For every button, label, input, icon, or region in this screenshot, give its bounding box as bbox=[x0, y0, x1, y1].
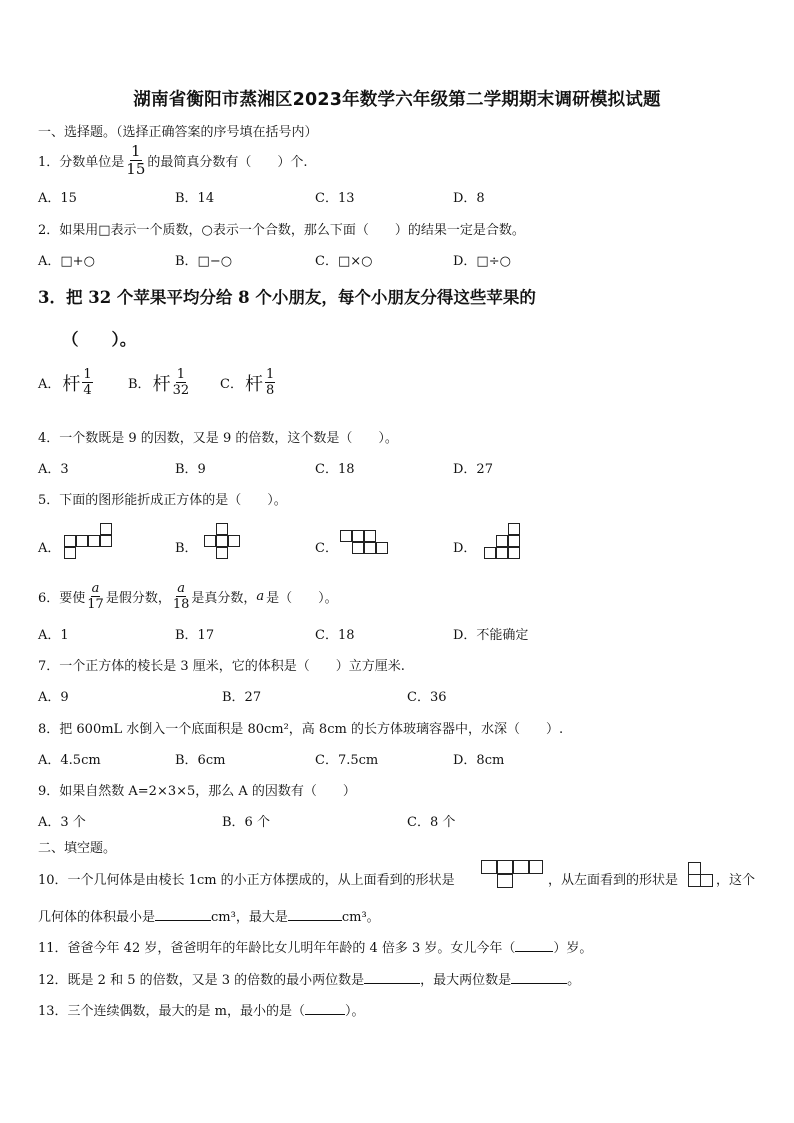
option-b: B．27 bbox=[222, 690, 262, 705]
net-square bbox=[364, 530, 376, 542]
view-square bbox=[481, 860, 497, 874]
net-square bbox=[508, 523, 520, 535]
question-3: 3．把 32 个苹果平均分给 8 个小朋友，每个小朋友分得这些苹果的 bbox=[38, 288, 536, 307]
fraction-numerator: a bbox=[91, 581, 100, 596]
option-d: D．27 bbox=[453, 462, 493, 477]
option-d: D．不能确定 bbox=[453, 628, 529, 643]
question-6-text: 6．要使 bbox=[38, 591, 86, 606]
question-12-text: ，最大两位数是 bbox=[420, 973, 512, 988]
option-label: A． bbox=[38, 377, 61, 392]
option-b: B．9 bbox=[175, 462, 206, 477]
fraction-denominator: 17 bbox=[87, 597, 104, 612]
net-square bbox=[340, 530, 352, 542]
fraction bbox=[126, 144, 145, 177]
question-11 bbox=[38, 937, 592, 956]
option-a: A．1 bbox=[38, 628, 69, 643]
option-c: C．□×○ bbox=[315, 254, 373, 269]
view-square bbox=[497, 874, 513, 888]
net-square bbox=[352, 542, 364, 554]
question-11-text: 11．爸爸今年 42 岁，爸爸明年的年龄比女儿明年年龄的 4 倍多 3 岁。女儿今年（ bbox=[38, 941, 516, 956]
option-c: C．13 bbox=[315, 191, 355, 206]
option-a: A．□+○ bbox=[38, 254, 95, 269]
net-square bbox=[352, 530, 364, 542]
answer-blank bbox=[511, 971, 567, 984]
question-8: 8．把 600mL 水倒入一个底面积是 80cm²，高 8cm 的长方体玻璃容器中，水深（ ）. bbox=[38, 722, 564, 737]
question-1-text: 1．分数单位是 bbox=[38, 155, 125, 170]
question-12-text: 12．既是 2 和 5 的倍数，又是 3 的倍数的最小两位数是 bbox=[38, 973, 365, 988]
variable: a bbox=[256, 589, 265, 604]
question-10-text: 几何体的体积最小是 bbox=[38, 910, 156, 925]
option-d: D．8 bbox=[453, 191, 485, 206]
question-7: 7．一个正方体的棱长是 3 厘米，它的体积是（ ）立方厘米. bbox=[38, 659, 405, 674]
option-label: C． bbox=[220, 377, 243, 392]
fraction bbox=[87, 582, 104, 611]
net-square bbox=[496, 547, 508, 559]
fraction-numerator: 1 bbox=[83, 367, 92, 382]
question-10-text: ，从左面看到的形状是 bbox=[548, 873, 679, 888]
net-square bbox=[204, 535, 216, 547]
option-c: C．8 个 bbox=[407, 815, 456, 830]
option-word: 杆 bbox=[244, 373, 263, 395]
net-square bbox=[64, 535, 76, 547]
option-a: A．3 bbox=[38, 462, 69, 477]
option-label: B． bbox=[128, 377, 151, 392]
question-5: 5．下面的图形能折成正方体的是（ ）。 bbox=[38, 493, 287, 508]
option-b bbox=[128, 368, 191, 397]
fraction bbox=[82, 368, 92, 397]
option-a: A．15 bbox=[38, 191, 77, 206]
view-square bbox=[513, 860, 529, 874]
question-10-text: cm³，最大是 bbox=[211, 910, 288, 925]
option-a: A．3 个 bbox=[38, 815, 86, 830]
question-12-text: 。 bbox=[567, 973, 581, 988]
option-c: C．7.5cm bbox=[315, 753, 379, 768]
net-square bbox=[496, 535, 508, 547]
question-2: 2．如果用□表示一个质数，○表示一个合数，那么下面（ ）的结果一定是合数。 bbox=[38, 223, 525, 238]
fraction-denominator: 8 bbox=[265, 383, 275, 398]
question-10-text: ，这个 bbox=[716, 873, 756, 888]
question-10-line2 bbox=[38, 906, 380, 925]
fraction-numerator: 1 bbox=[265, 367, 275, 382]
option-d: D． bbox=[453, 541, 477, 556]
question-10-text: cm³。 bbox=[341, 910, 380, 925]
answer-blank: （ ）。 bbox=[62, 330, 137, 349]
question-9: 9．如果自然数 A=2×3×5，那么 A 的因数有（ ） bbox=[38, 784, 356, 799]
fraction-numerator: 1 bbox=[131, 142, 141, 160]
question-13-text: ）。 bbox=[345, 1004, 365, 1019]
question-12 bbox=[38, 969, 580, 988]
view-square bbox=[497, 860, 513, 874]
option-b: B．14 bbox=[175, 191, 215, 206]
option-b: B． bbox=[175, 541, 198, 556]
answer-blank bbox=[364, 971, 420, 984]
net-square bbox=[376, 542, 388, 554]
net-square bbox=[508, 535, 520, 547]
net-square bbox=[508, 547, 520, 559]
fraction-denominator: 32 bbox=[172, 383, 190, 398]
question-10: 10．一个几何体是由棱长 1cm 的小正方体摆成的，从上面看到的形状是 bbox=[38, 873, 455, 888]
question-6-text: 是（ ）。 bbox=[266, 591, 338, 606]
option-a bbox=[38, 368, 95, 397]
answer-blank bbox=[305, 1002, 345, 1015]
option-word: 杆 bbox=[152, 373, 171, 395]
option-a: A．4.5cm bbox=[38, 753, 101, 768]
question-4: 4．一个数既是 9 的因数，又是 9 的倍数，这个数是（ ）。 bbox=[38, 431, 398, 446]
fraction-denominator: 15 bbox=[126, 160, 146, 178]
net-square bbox=[100, 523, 112, 535]
answer-blank bbox=[155, 908, 211, 921]
view-square bbox=[700, 874, 713, 887]
option-c: C．18 bbox=[315, 628, 355, 643]
net-square bbox=[216, 547, 228, 559]
question-13-text: 13．三个连续偶数，最大的是 m，最小的是（ bbox=[38, 1004, 306, 1019]
option-b: B．□−○ bbox=[175, 254, 233, 269]
answer-blank bbox=[515, 939, 553, 952]
net-square bbox=[228, 535, 240, 547]
net-square bbox=[64, 547, 76, 559]
option-c: C．18 bbox=[315, 462, 355, 477]
question-6-text: 是真分数， bbox=[191, 591, 257, 606]
question-6-text: 是假分数， bbox=[105, 591, 171, 606]
option-d: D．8cm bbox=[453, 753, 505, 768]
option-a: A．9 bbox=[38, 690, 69, 705]
answer-blank bbox=[288, 908, 342, 921]
page-title: 湖南省衡阳市蒸湘区2023年数学六年级第二学期期末调研模拟试题 bbox=[133, 90, 661, 110]
option-d: D．□÷○ bbox=[453, 254, 511, 269]
option-b: B．6 个 bbox=[222, 815, 270, 830]
option-c: C．36 bbox=[407, 690, 447, 705]
option-c bbox=[220, 368, 277, 397]
fraction bbox=[265, 368, 275, 397]
fraction-denominator: 18 bbox=[172, 597, 190, 612]
option-c: C． bbox=[315, 541, 338, 556]
question-11-text: ）岁。 bbox=[553, 941, 593, 956]
net-square bbox=[100, 535, 112, 547]
fraction-numerator: a bbox=[177, 581, 185, 596]
net-square bbox=[76, 535, 88, 547]
option-b: B．17 bbox=[175, 628, 215, 643]
section-heading-choice: 一、选择题。（选择正确答案的序号填在括号内） bbox=[38, 125, 318, 140]
question-6 bbox=[38, 582, 338, 611]
net-square bbox=[88, 535, 100, 547]
net-square bbox=[484, 547, 496, 559]
option-a: A． bbox=[38, 541, 61, 556]
fraction-numerator: 1 bbox=[176, 367, 185, 382]
question-1 bbox=[38, 144, 308, 177]
option-word: 杆 bbox=[62, 373, 81, 395]
net-square bbox=[364, 542, 376, 554]
question-13 bbox=[38, 1000, 365, 1019]
fraction-denominator: 4 bbox=[83, 383, 92, 398]
option-b: B．6cm bbox=[175, 753, 226, 768]
section-heading-fill: 二、填空题。 bbox=[38, 841, 117, 856]
question-1-text-tail: 的最简真分数有（ ）个. bbox=[147, 155, 308, 170]
fraction bbox=[173, 582, 190, 611]
net-square bbox=[216, 523, 228, 535]
net-square bbox=[216, 535, 228, 547]
view-square bbox=[529, 860, 543, 874]
fraction bbox=[173, 368, 190, 397]
